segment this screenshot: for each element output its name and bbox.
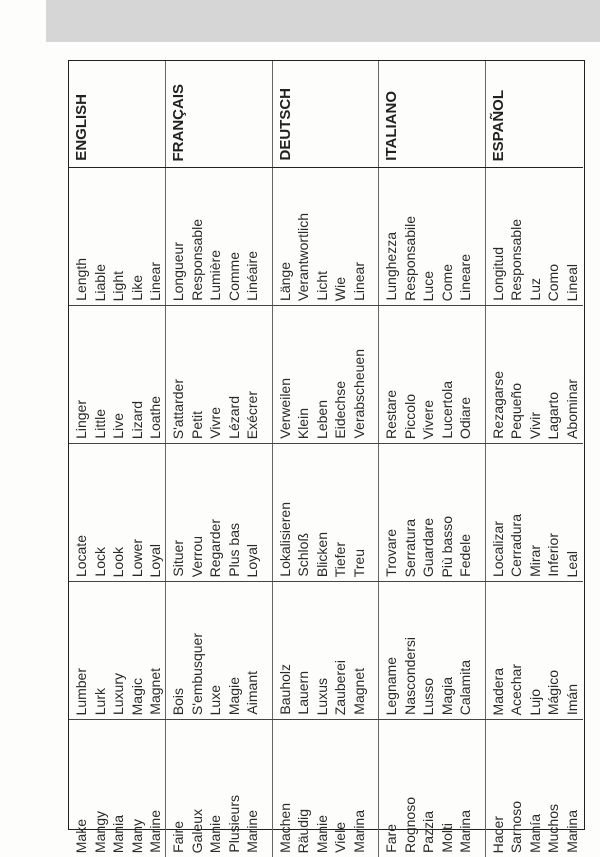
word: Aimant [243, 671, 262, 715]
word: Loathe [146, 396, 165, 439]
word: Vivere [419, 400, 438, 439]
word: Lujo [526, 689, 545, 715]
word: Mágico [544, 670, 563, 715]
word: Tiefer [331, 542, 350, 577]
column-header-deutsch [272, 61, 379, 168]
word: Little [91, 409, 110, 439]
word: Fare [382, 824, 401, 853]
group-row [69, 306, 583, 444]
word: Faire [169, 821, 188, 853]
vocabulary-table [69, 61, 583, 857]
word: Lucertola [438, 381, 457, 439]
word: Leben [313, 400, 332, 439]
word: Vivir [526, 412, 545, 439]
word: Marina [563, 810, 582, 853]
word: Manía [526, 814, 545, 853]
column-header-label: ENGLISH [73, 94, 90, 161]
word: Luxe [206, 685, 225, 715]
group-row [69, 444, 583, 582]
word: Longueur [169, 242, 188, 301]
word: Sarnoso [507, 801, 526, 853]
word: Localizar [489, 521, 508, 577]
word: Imán [563, 684, 582, 715]
word: Lurk [91, 688, 110, 715]
group-cell-italiano [379, 582, 486, 720]
word: Lunghezza [382, 232, 401, 301]
word: Licht [313, 271, 332, 301]
group-row [69, 168, 583, 306]
word: Exécrer [243, 391, 262, 439]
word: Mania [109, 815, 128, 853]
word: Galeux [188, 809, 207, 853]
word: Lauern [294, 671, 313, 715]
word: Verrou [188, 536, 207, 577]
word: Luxus [313, 678, 332, 715]
column-header-espanol [485, 61, 583, 168]
word: Eidechse [331, 381, 350, 439]
word: Luxury [109, 673, 128, 715]
column-header-english [69, 61, 166, 168]
group-cell-espanol [485, 720, 583, 857]
word: Responsable [188, 219, 207, 301]
group-cell-italiano [379, 168, 486, 306]
word: Treu [350, 549, 369, 577]
word: Lumber [72, 668, 91, 715]
word: Magnet [146, 668, 165, 715]
word: Regarder [206, 519, 225, 577]
word: Pequeño [507, 383, 526, 439]
word: Loyal [146, 544, 165, 577]
word: Calamita [456, 660, 475, 715]
word: S'attarder [169, 379, 188, 439]
word: Make [72, 819, 91, 853]
word: Pazzia [419, 811, 438, 853]
word: Hacer [489, 816, 508, 853]
word: S'embusquer [188, 633, 207, 715]
rotated-table-container [69, 61, 583, 828]
word: Marina [350, 810, 369, 853]
word: Lusso [419, 678, 438, 715]
group-cell-english [69, 168, 166, 306]
group-cell-espanol [485, 306, 583, 444]
word: Restare [382, 390, 401, 439]
column-header-label: FRANÇAIS [170, 84, 187, 162]
word: Klein [294, 408, 313, 439]
word: Like [128, 275, 147, 301]
word: Guardare [419, 518, 438, 577]
word: Rognoso [401, 797, 420, 853]
word: Manie [206, 815, 225, 853]
word: Live [109, 413, 128, 439]
word: Lower [128, 539, 147, 577]
word: Odiare [456, 397, 475, 439]
word: Linéaire [243, 251, 262, 301]
group-cell-francais [166, 306, 273, 444]
header-row [69, 61, 583, 168]
word: Linger [72, 400, 91, 439]
group-cell-francais [166, 720, 273, 857]
word: Magia [438, 677, 457, 715]
column-header-label: ESPAÑOL [490, 90, 507, 161]
word: Manie [313, 815, 332, 853]
group-row [69, 720, 583, 857]
word: Verantwortlich [294, 213, 313, 301]
group-cell-english [69, 306, 166, 444]
word: Cerradura [507, 514, 526, 577]
word: Lineal [563, 264, 582, 301]
group-cell-deutsch [272, 306, 379, 444]
word: Magnet [350, 668, 369, 715]
group-cell-deutsch [272, 582, 379, 720]
group-cell-espanol [485, 582, 583, 720]
word: Lock [91, 547, 110, 577]
word: Plus bas [225, 523, 244, 577]
word: Vivre [206, 407, 225, 439]
word: Marina [456, 810, 475, 853]
word: Blicken [313, 532, 332, 577]
group-row [69, 582, 583, 720]
column-header-italiano [379, 61, 486, 168]
word: Many [128, 819, 147, 853]
group-cell-francais [166, 582, 273, 720]
word: Marine [243, 810, 262, 853]
word: Bois [169, 688, 188, 715]
word: Locate [72, 535, 91, 577]
group-cell-deutsch [272, 168, 379, 306]
word: Länge [276, 262, 295, 301]
word: Longitud [489, 247, 508, 301]
word: Come [438, 264, 457, 301]
word: Bauholz [276, 664, 295, 715]
top-gray-band [46, 0, 600, 42]
word: Più basso [438, 516, 457, 577]
word: Viele [331, 822, 350, 853]
word: Mangy [91, 811, 110, 853]
word: Magie [225, 677, 244, 715]
word: Nascondersi [401, 637, 420, 715]
word: Marine [146, 810, 165, 853]
word: Trovare [382, 529, 401, 577]
column-header-label: DEUTSCH [277, 88, 294, 161]
word: Legname [382, 657, 401, 715]
word: Look [109, 547, 128, 577]
group-cell-deutsch [272, 720, 379, 857]
word: Lumière [206, 250, 225, 301]
word: Zauberei [331, 660, 350, 715]
word: Räudig [294, 809, 313, 853]
word: Abominar [563, 379, 582, 439]
word: Piccolo [401, 394, 420, 439]
word: Loyal [243, 544, 262, 577]
word: Como [544, 264, 563, 301]
word: Wie [331, 277, 350, 301]
word: Luz [526, 278, 545, 301]
word: Plusieurs [225, 795, 244, 853]
word: Linear [146, 262, 165, 301]
word: Schloß [294, 533, 313, 577]
word: Liable [91, 264, 110, 301]
word: Rezagarse [489, 371, 508, 439]
word: Length [72, 258, 91, 301]
word: Verweilen [276, 378, 295, 439]
word: Responsable [507, 219, 526, 301]
word: Luce [419, 271, 438, 301]
word: Lézard [225, 396, 244, 439]
word: Responsabile [401, 216, 420, 301]
group-cell-francais [166, 168, 273, 306]
word: Muchos [544, 804, 563, 853]
group-cell-espanol [485, 168, 583, 306]
word: Light [109, 271, 128, 301]
group-cell-italiano [379, 444, 486, 582]
word: Inferior [544, 533, 563, 577]
column-header-francais [166, 61, 273, 168]
word: Lineare [456, 254, 475, 301]
word: Lagarto [544, 392, 563, 439]
word: Linear [350, 262, 369, 301]
word: Situer [169, 540, 188, 577]
word: Madera [489, 668, 508, 715]
word: Serratura [401, 519, 420, 577]
group-cell-deutsch [272, 444, 379, 582]
word: Lokalisieren [276, 502, 295, 577]
word: Magic [128, 678, 147, 715]
group-cell-english [69, 444, 166, 582]
word: Mirar [526, 545, 545, 577]
group-cell-italiano [379, 720, 486, 857]
word: Verabscheuen [350, 349, 369, 439]
word: Lizard [128, 401, 147, 439]
word: Molti [438, 823, 457, 853]
group-cell-english [69, 720, 166, 857]
group-cell-francais [166, 444, 273, 582]
column-header-label: ITALIANO [383, 91, 400, 161]
word: Acechar [507, 664, 526, 715]
group-cell-english [69, 582, 166, 720]
word: Petit [188, 411, 207, 439]
word: Machen [276, 803, 295, 853]
vocabulary-table-frame [68, 60, 585, 830]
word: Leal [563, 551, 582, 577]
group-cell-italiano [379, 306, 486, 444]
group-cell-espanol [485, 444, 583, 582]
word: Comme [225, 252, 244, 301]
word: Fedele [456, 534, 475, 577]
